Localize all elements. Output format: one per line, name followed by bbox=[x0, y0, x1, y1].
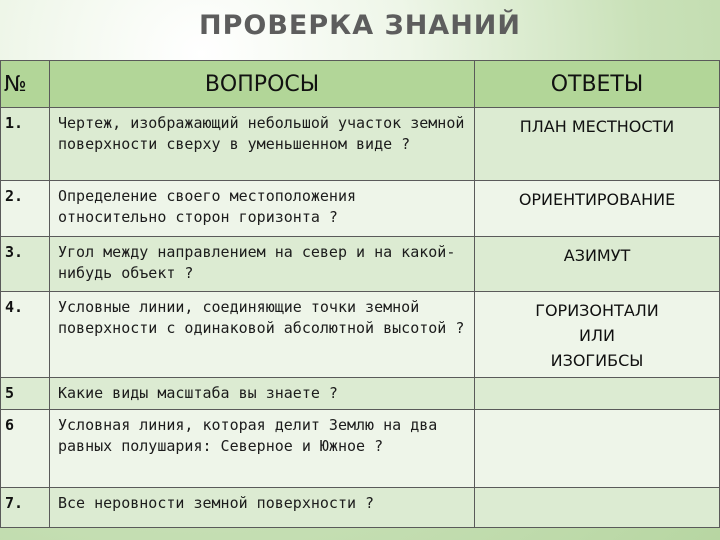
question-cell: Определение своего местоположения относительно сторон горизонта ? bbox=[50, 181, 475, 237]
header-answers: ОТВЕТЫ bbox=[475, 61, 720, 108]
answer-cell bbox=[475, 292, 720, 378]
row-number: 3. bbox=[1, 237, 50, 292]
answer-line: ИЛИ bbox=[579, 326, 615, 345]
question-cell: Условные линии, соединяющие точки земной поверхности с одинаковой абсолютной высотой ? bbox=[50, 292, 475, 378]
row-number: 5 bbox=[1, 378, 50, 410]
page-title: ПРОВЕРКА ЗНАНИЙ bbox=[199, 10, 521, 41]
answer-cell: ПЛАН МЕСТНОСТИ bbox=[475, 108, 720, 181]
answer-cell bbox=[475, 378, 720, 410]
answer-line: ИЗОГИБСЫ bbox=[550, 351, 644, 370]
table-row bbox=[1, 378, 720, 410]
table-row bbox=[1, 181, 720, 237]
answer-cell: АЗИМУТ bbox=[475, 237, 720, 292]
row-number: 6 bbox=[1, 410, 50, 488]
answer-line: ГОРИЗОНТАЛИ bbox=[535, 301, 659, 320]
row-number: 2. bbox=[1, 181, 50, 237]
question-cell: Угол между направлением на север и на какой-нибудь объект ? bbox=[50, 237, 475, 292]
question-cell: Условная линия, которая делит Землю на два равных полушария: Северное и Южное ? bbox=[50, 410, 475, 488]
table-row bbox=[1, 237, 720, 292]
answer-cell bbox=[475, 488, 720, 528]
table-header-row bbox=[1, 61, 720, 108]
table-row bbox=[1, 108, 720, 181]
table-row bbox=[1, 292, 720, 378]
question-cell: Чертеж, изображающий небольшой участок земной поверхности сверху в уменьшенном виде ? bbox=[50, 108, 475, 181]
table-row bbox=[1, 488, 720, 528]
quiz-table bbox=[0, 60, 720, 528]
header-number: № bbox=[1, 61, 50, 108]
question-cell: Какие виды масштаба вы знаете ? bbox=[50, 378, 475, 410]
answer-cell: ОРИЕНТИРОВАНИЕ bbox=[475, 181, 720, 237]
row-number: 7. bbox=[1, 488, 50, 528]
row-number: 4. bbox=[1, 292, 50, 378]
question-cell: Все неровности земной поверхности ? bbox=[50, 488, 475, 528]
answer-cell bbox=[475, 410, 720, 488]
row-number: 1. bbox=[1, 108, 50, 181]
header-questions: ВОПРОСЫ bbox=[50, 61, 475, 108]
table-row bbox=[1, 410, 720, 488]
